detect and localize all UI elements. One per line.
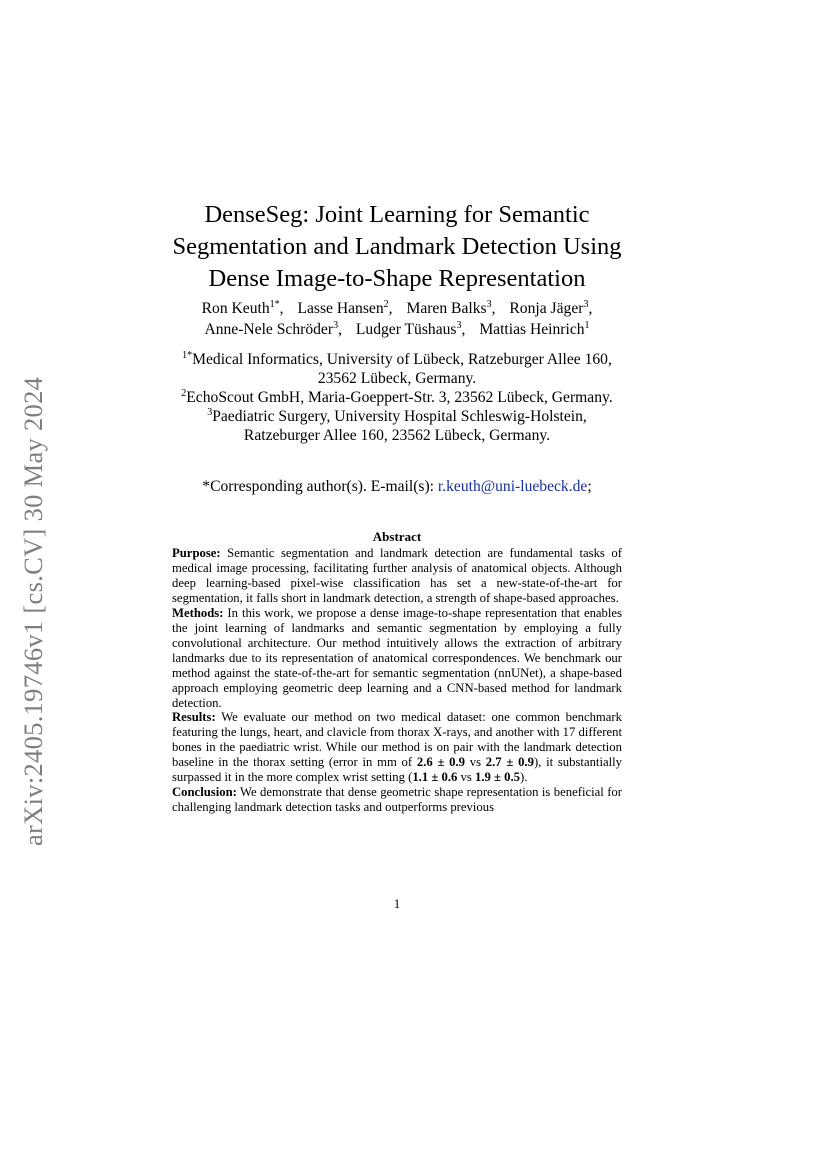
author: Ronja Jäger$^3$,	[509, 299, 593, 317]
author: Maren Balks$^3$,	[406, 299, 496, 317]
author: Ludger Tüshaus$^3$,	[355, 320, 466, 338]
abstract-purpose: Purpose: Semantic segmentation and landmark detection are fundamental tasks of medical image processing, facilitating further analysis of anatomical objects. Although deep learning-based pixel-wise classification has set a new-state-of-the-art for segmentation, it falls short in landmark detection, a strength of shape-based approaches.	[172, 546, 622, 605]
author: Anne-Nele Schröder$^3$,	[204, 320, 342, 338]
affiliation-line: Ratzeburger Allee 160, 23562 Lübeck, Germany.	[243, 427, 551, 444]
author-list	[150, 298, 644, 340]
abstract-body	[172, 546, 622, 815]
affiliations	[130, 350, 664, 445]
title-line: DenseSeg: Joint Learning for Semantic	[204, 201, 590, 229]
affiliation-line: $^3$Paediatric Surgery, University Hospital Schleswig-Holstein,	[207, 407, 587, 425]
arxiv-identifier: arXiv:2405.19746v1 [cs.CV] 30 May 2024	[18, 376, 48, 846]
corresponding-author: *Corresponding author(s). E-mail(s): r.keuth@uni-luebeck.de;	[202, 478, 592, 495]
title-line: Segmentation and Landmark Detection Using	[172, 233, 622, 261]
email-link[interactable]: r.keuth@uni-luebeck.de	[437, 478, 588, 495]
page-number: 1	[393, 896, 401, 911]
abstract-conclusion: Conclusion: We demonstrate that dense geometric shape representation is beneficial for challenging landmark detection tasks and outperforms previous	[172, 785, 622, 815]
affiliation-line: $^2$EchoScout GmbH, Maria-Goeppert-Str. 3, 23562 Lübeck, Germany.	[181, 388, 613, 406]
affiliation-line: 23562 Lübeck, Germany.	[317, 370, 477, 387]
author: Mattias Heinrich$^1$	[479, 320, 590, 338]
title-line: Dense Image-to-Shape Representation	[208, 265, 586, 293]
abstract-heading: Abstract	[372, 529, 422, 544]
author-line	[150, 319, 644, 340]
author: Ron Keuth$^{1*}$,	[201, 299, 284, 317]
author: Lasse Hansen$^2$,	[297, 299, 393, 317]
paper-title	[150, 199, 644, 295]
author-line	[150, 298, 644, 319]
abstract-results: Results: We evaluate our method on two medical dataset: one common benchmark featuring the lungs, heart, and clavicle from thorax X-rays, and another with 17 different bones in the paediatric wrist. While our method is on pair with the landmark detection baseline in the thorax setting (error in mm of 2.6 ± 0.9 vs 2.7 ± 0.9), it substantially surpassed it in the more complex wrist setting (1.1 ± 0.6 vs 1.9 ± 0.5).	[172, 710, 622, 785]
affiliation-line: $^{1*}$Medical Informatics, University of Lübeck, Ratzeburger Allee 160,	[182, 350, 612, 368]
abstract-methods: Methods: In this work, we propose a dense image-to-shape representation that enables the joint learning of landmarks and semantic segmentation by employing a fully convolutional architecture. Our method intuitively allows the extraction of arbitrary landmarks due to its representation of anatomical correspondences. We benchmark our method against the state-of-the-art for semantic segmentation (nnUNet), a shape-based approach employing geometric deep learning and a CNN-based method for landmark detection.	[172, 605, 622, 710]
